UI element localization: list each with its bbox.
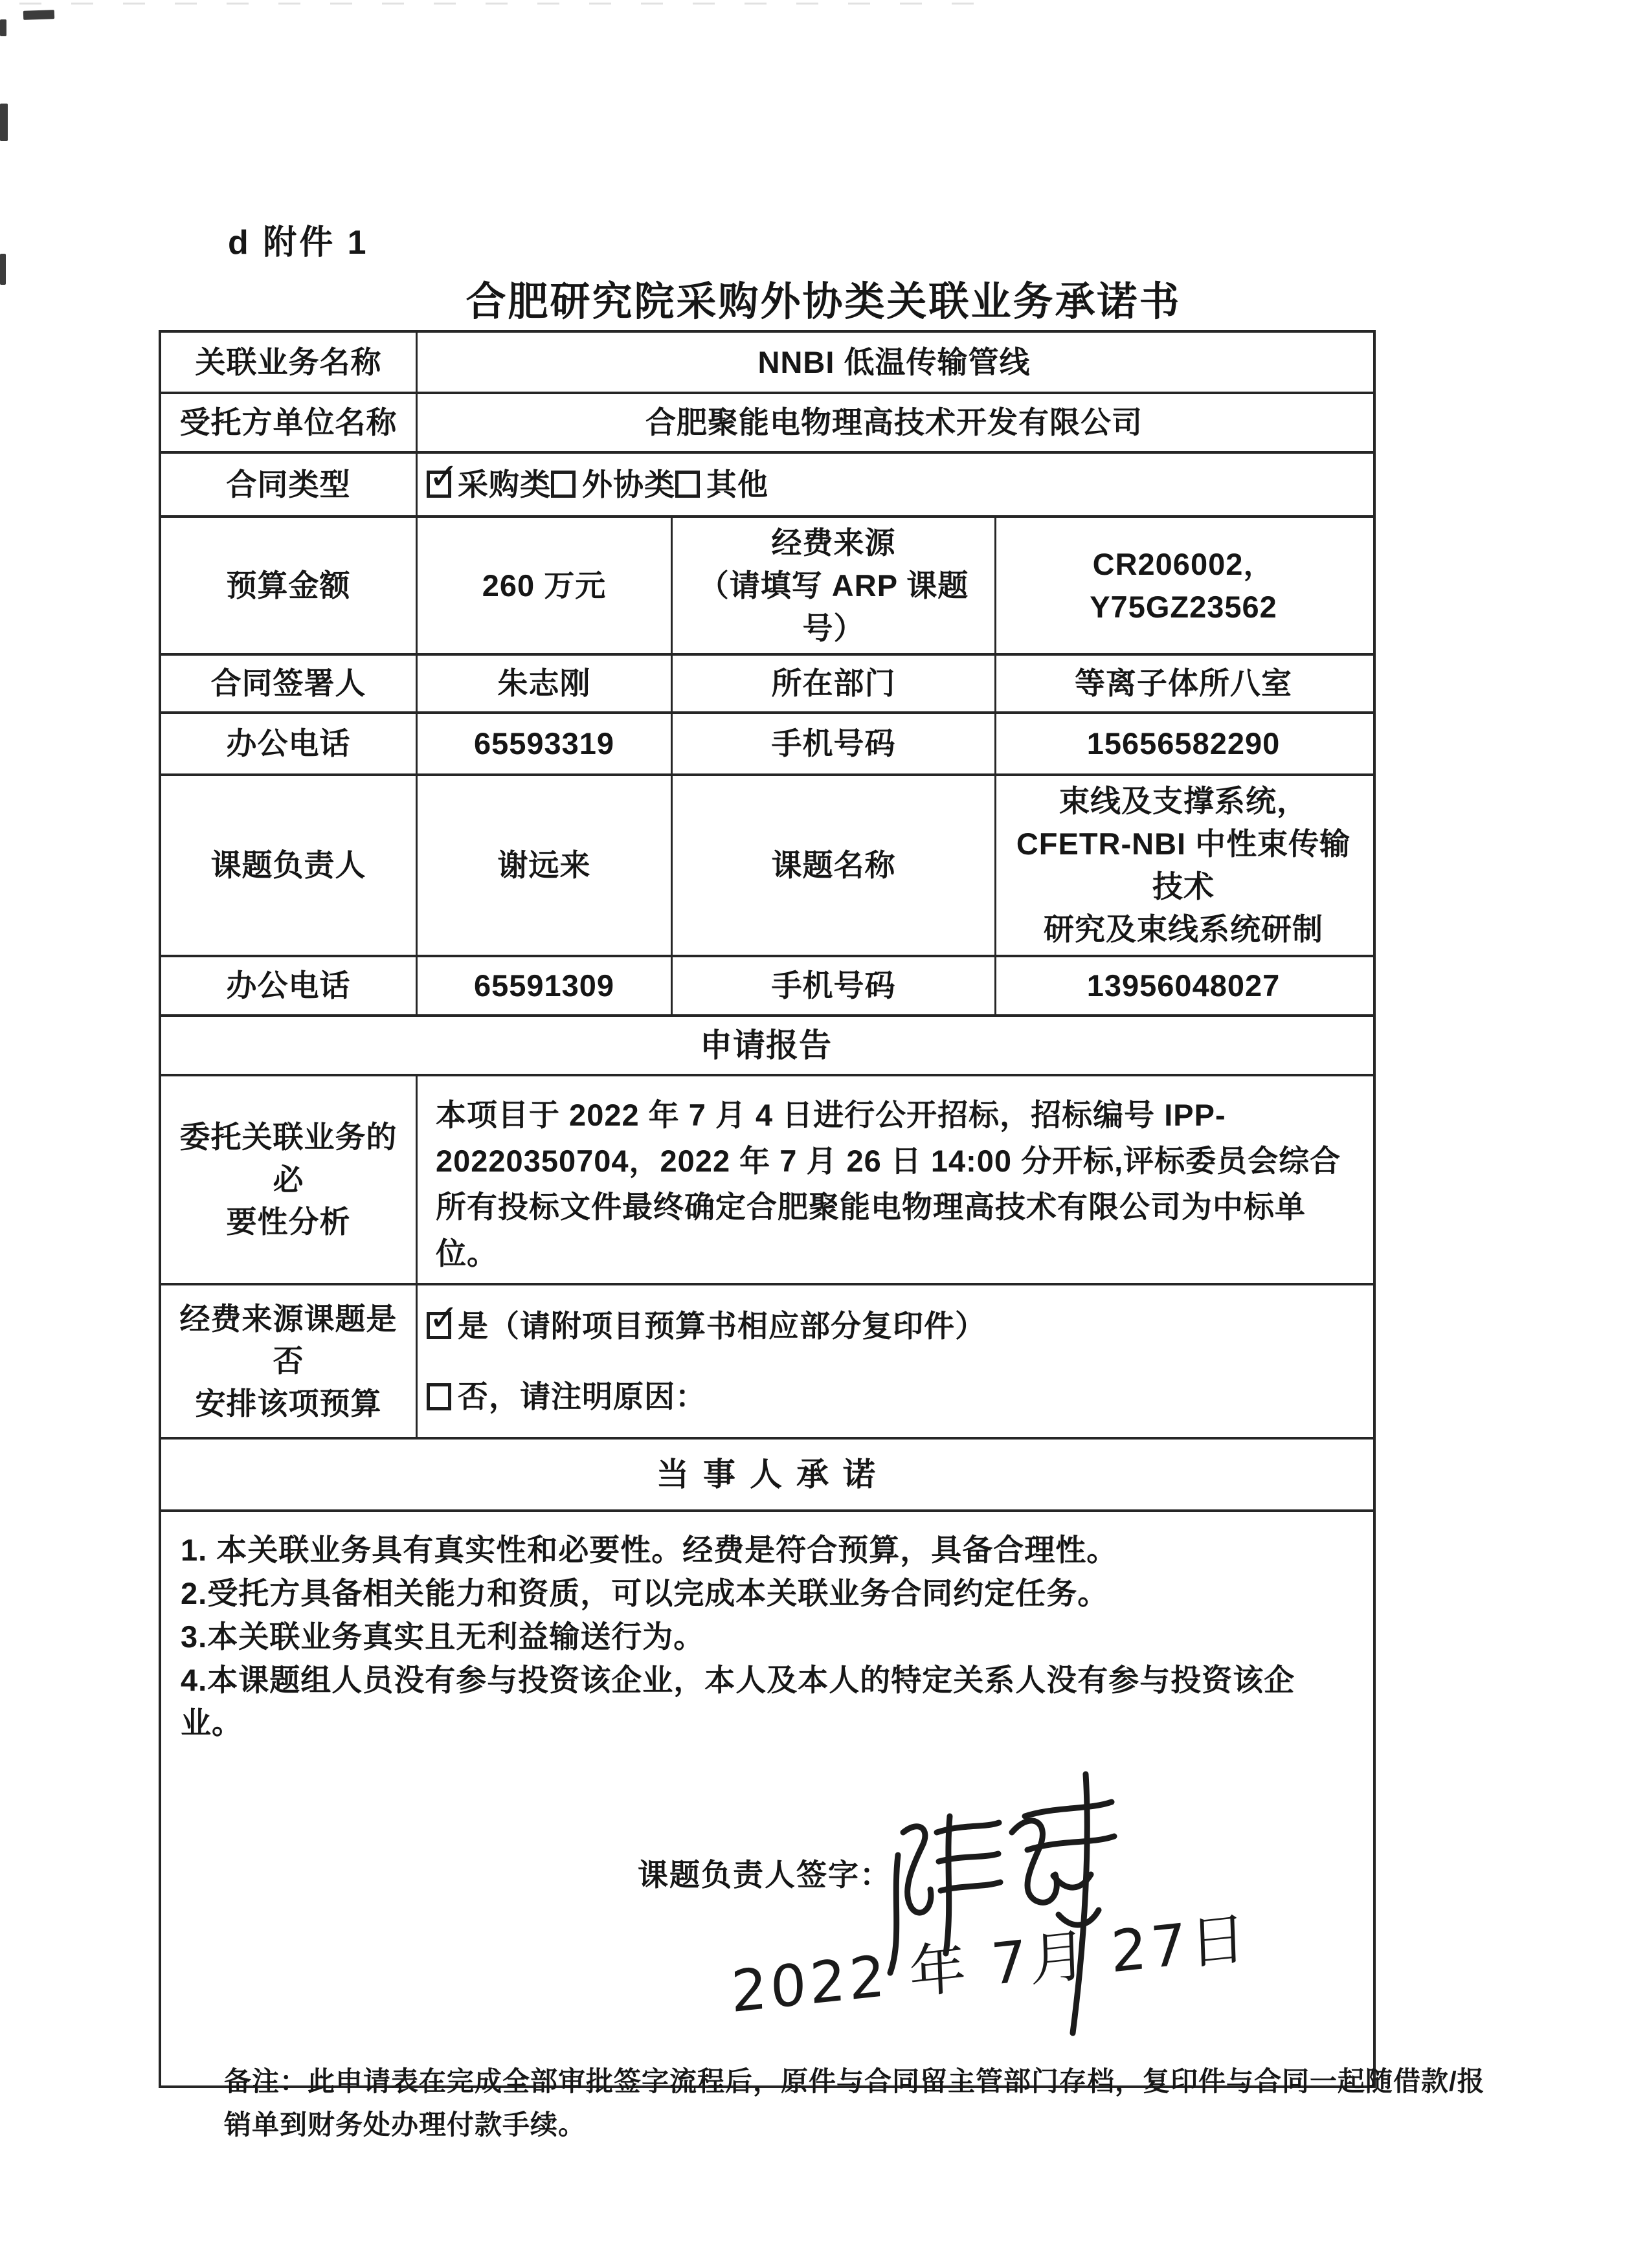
section-header-application-report: 申请报告 [700,1027,832,1063]
table-row-trustee-name [161,394,1373,454]
option-procurement [427,456,551,506]
commitment-item-1: 1. 本关联业务具有真实性和必要性。经费是符合预算，具备合理性。 [181,1533,1118,1568]
budget-option-no [427,1375,706,1418]
checkbox-unchecked-icon [427,1383,451,1410]
value-office-phone: 65593319 [418,714,673,773]
value-arp-project-numbers: CR206002，Y75GZ23562 [1090,546,1277,624]
label-budget-amount: 预算金额 [161,518,418,653]
checkbox-unchecked-icon [675,471,700,498]
table-row-project-leader [161,776,1373,957]
necessity-label-line2: 要性分析 [226,1205,351,1240]
label-department: 所在部门 [673,656,996,711]
budget-arranged-label-line2: 安排该项预算 [195,1386,382,1421]
budget-arranged-label-line1: 经费来源课题是否 [179,1301,398,1379]
value-department: 等离子体所八室 [1075,666,1292,701]
project-name-line2: CFETR-NBI 中性束传输技术 [1016,827,1351,904]
necessity-analysis-paragraph: 本项目于 2022 年 7 月 4 日进行公开招标，招标编号 IPP-20220350704，2022 年 7 月 26 日 14:00 分开标,评标委员会综合所有投标文件最终确定合肥聚能电物理高技术有限公司为中标单位。 [436,1097,1341,1271]
checkbox-unchecked-icon [551,471,576,498]
budget-arranged-options [418,1285,1371,1437]
check-icon: ✓ [429,456,460,497]
label-contract-signer: 合同签署人 [161,656,418,711]
value-mobile-phone: 13956048027 [1086,968,1281,1003]
value-contract-signer: 朱志刚 [418,656,673,711]
label-project-leader: 课题负责人 [161,776,418,954]
necessity-label-line1: 委托关联业务的必 [179,1119,398,1197]
table-row-office-phone-2 [161,957,1373,1017]
signature-label: 课题负责人签字： [638,1858,891,1893]
table-row-application-report-header [161,1017,1373,1076]
option-outsourcing [551,463,675,506]
label-necessity-analysis [161,1076,418,1284]
value-trustee-name: 合肥聚能电物理高技术开发有限公司 [645,405,1143,440]
value-office-phone: 65591309 [418,957,673,1014]
value-project-name [996,776,1371,954]
commitments-cell [161,1512,1371,2085]
table-row-party-commitment-header [161,1440,1373,1512]
label-funding-source [673,518,996,653]
project-name-line3: 研究及束线系统研制 [1044,911,1323,946]
commitment-item-4: 4.本课题组人员没有参与投资该企业，本人及本人的特定关系人没有参与投资该企业。 [181,1662,1295,1740]
funding-source-line2: （请填写 ARP 课题号） [698,568,969,645]
option-other [675,463,768,506]
document-title: 合肥研究院采购外协类关联业务承诺书 [465,280,1182,324]
table-row-budget [161,518,1373,656]
label-trustee-name: 受托方单位名称 [161,394,418,451]
footer-note: 备注：此申请表在完成全部审批签字流程后，原件与合同留主管部门存档，复印件与合同一起随借款/报销单到财务处办理付款手续。 [224,2066,1485,2140]
attachment-label: d 附件 1 [228,224,369,261]
label-office-phone: 办公电话 [161,957,418,1014]
signature-date: 2022 年 7月 27日 [730,1904,1251,2026]
value-budget-amount: 260 万元 [418,518,673,653]
commitment-item-2: 2.受托方具备相关能力和资质，可以完成本关联业务合同约定任务。 [181,1576,1109,1611]
label-mobile-phone: 手机号码 [673,957,996,1014]
project-name-line1: 束线及支撑系统， [1059,784,1308,819]
option-outsourcing-label: 外协类 [582,467,675,502]
table-row-business-name [161,333,1373,394]
form-table [159,330,1376,2088]
scan-mark [0,19,6,36]
table-row-budget-arranged [161,1285,1373,1440]
label-mobile-phone: 手机号码 [673,714,996,773]
checkbox-checked-icon [427,456,460,498]
check-icon: ✓ [429,1297,460,1339]
value-mobile-phone: 15656582290 [1086,726,1281,761]
label-business-name: 关联业务名称 [161,333,418,392]
label-project-name: 课题名称 [673,776,996,954]
value-business-name: NNBI 低温传输管线 [757,344,1031,379]
section-header-party-commitment: 当事人承诺 [656,1456,890,1493]
table-row-contract-signer [161,656,1373,714]
funding-source-line1: 经费来源 [771,526,896,560]
table-row-contract-type [161,454,1373,518]
table-row-commitments [161,1512,1373,2085]
scan-edge-artifact [19,3,991,5]
budget-option-no-label: 否，请注明原因： [458,1379,706,1414]
option-other-label: 其他 [706,467,768,502]
contract-type-options [418,454,1371,515]
option-procurement-label: 采购类 [458,467,551,502]
budget-option-yes [427,1297,986,1348]
label-budget-arranged [161,1285,418,1437]
scan-mark [0,104,8,141]
label-contract-type: 合同类型 [161,454,418,515]
commitment-item-3: 3.本关联业务真实且无利益输送行为。 [181,1619,705,1654]
budget-option-yes-label: 是（请附项目预算书相应部分复印件） [458,1308,986,1343]
table-row-office-phone-1 [161,714,1373,776]
checkbox-checked-icon [427,1297,460,1339]
scan-mark [23,10,54,20]
label-office-phone: 办公电话 [161,714,418,773]
table-row-necessity-analysis [161,1076,1373,1286]
value-project-leader: 谢远来 [418,776,673,954]
